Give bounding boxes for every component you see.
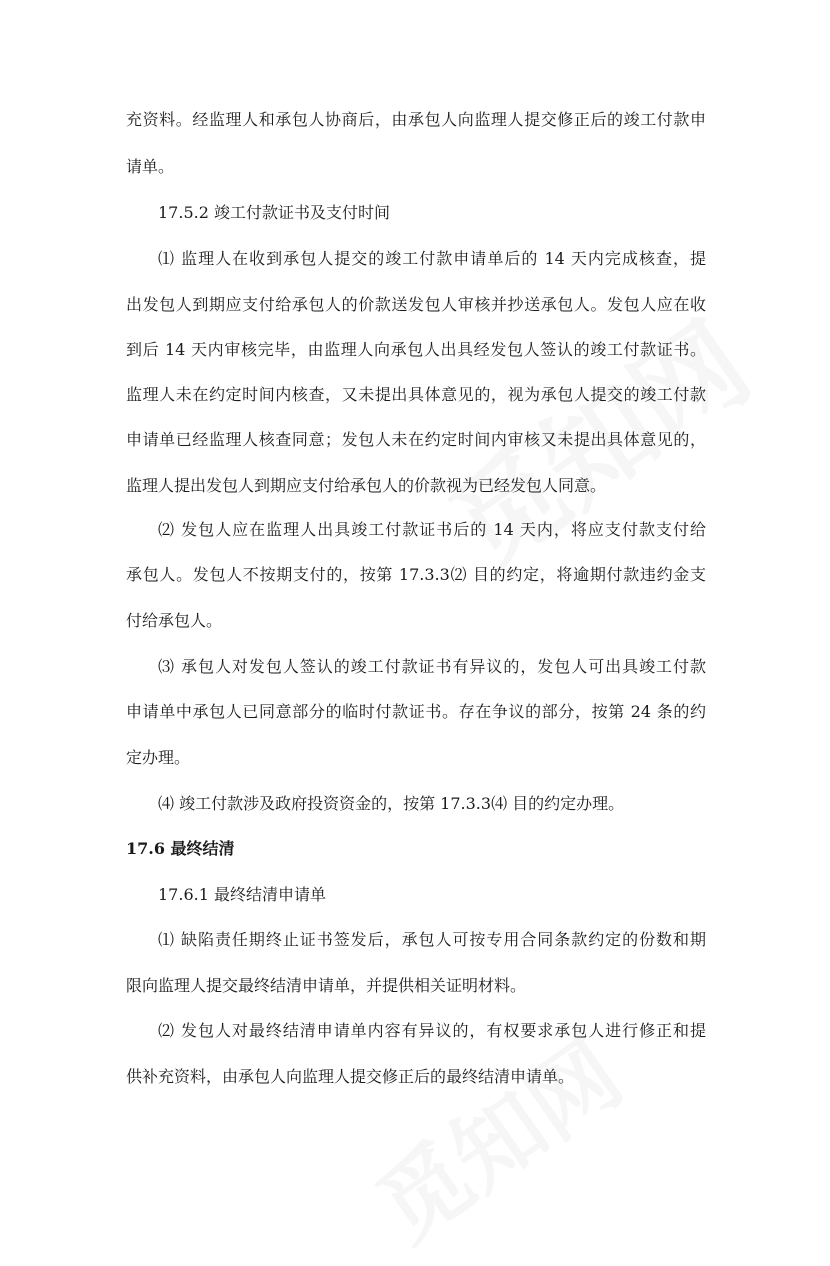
paragraph-line: 供补充资料，由承包人向监理人提交修正后的最终结清申请单。 (126, 1067, 575, 1086)
paragraph-line: 申请单已经监理人核查同意；发包人未在约定时间内审核又未提出具体意见的， (126, 430, 706, 449)
paragraph-line: 申请单中承包人已同意部分的临时付款证书。存在争议的部分，按第 24 条的约 (126, 702, 706, 721)
paragraph-line: ⑴ 缺陷责任期终止证书签发后，承包人可按专用合同条款约定的份数和期 (158, 930, 706, 949)
paragraph-line: 定办理。 (126, 748, 191, 767)
paragraph-line: 限向监理人提交最终结清申请单，并提供相关证明材料。 (126, 976, 527, 995)
paragraph-line: 监理人提出发包人到期应支付给承包人的价款视为已经发包人同意。 (126, 476, 607, 495)
paragraph-line: ⑷ 竣工付款涉及政府投资资金的，按第 17.3.3⑷ 目的约定办理。 (158, 794, 625, 813)
subsection-heading: 17.6.1 最终结清申请单 (158, 885, 326, 904)
paragraph-line: ⑵ 发包人应在监理人出具竣工付款证书后的 14 天内，将应支付款支付给 (158, 520, 706, 539)
paragraph-line: ⑴ 监理人在收到承包人提交的竣工付款申请单后的 14 天内完成核查，提 (158, 249, 706, 268)
paragraph-line: 充资料。经监理人和承包人协商后，由承包人向监理人提交修正后的竣工付款申 (126, 110, 706, 129)
paragraph-line: 付给承包人。 (126, 611, 223, 630)
paragraph-line: ⑵ 发包人对最终结清申请单内容有异议的，有权要求承包人进行修正和提 (158, 1021, 706, 1040)
section-heading: 17.6 最终结清 (126, 839, 235, 858)
paragraph-line: 到后 14 天内审核完毕，由监理人向承包人出具经发包人签认的竣工付款证书。 (126, 340, 706, 359)
watermark (347, 1004, 643, 1265)
section-heading: 17.5.2 竣工付款证书及支付时间 (158, 203, 390, 222)
paragraph-line: 请单。 (126, 157, 175, 176)
paragraph-line: 出发包人到期应支付给承包人的价款送发包人审核并抄送承包人。发包人应在收 (126, 295, 706, 314)
paragraph-line: 监理人未在约定时间内核查，又未提出具体意见的，视为承包人提交的竣工付款 (126, 385, 706, 404)
paragraph-line: ⑶ 承包人对发包人签认的竣工付款证书有异议的，发包人可出具竣工付款 (158, 657, 706, 676)
paragraph-line: 承包人。发包人不按期支付的，按第 17.3.3⑵ 目的约定，将逾期付款违约金支 (126, 565, 706, 584)
